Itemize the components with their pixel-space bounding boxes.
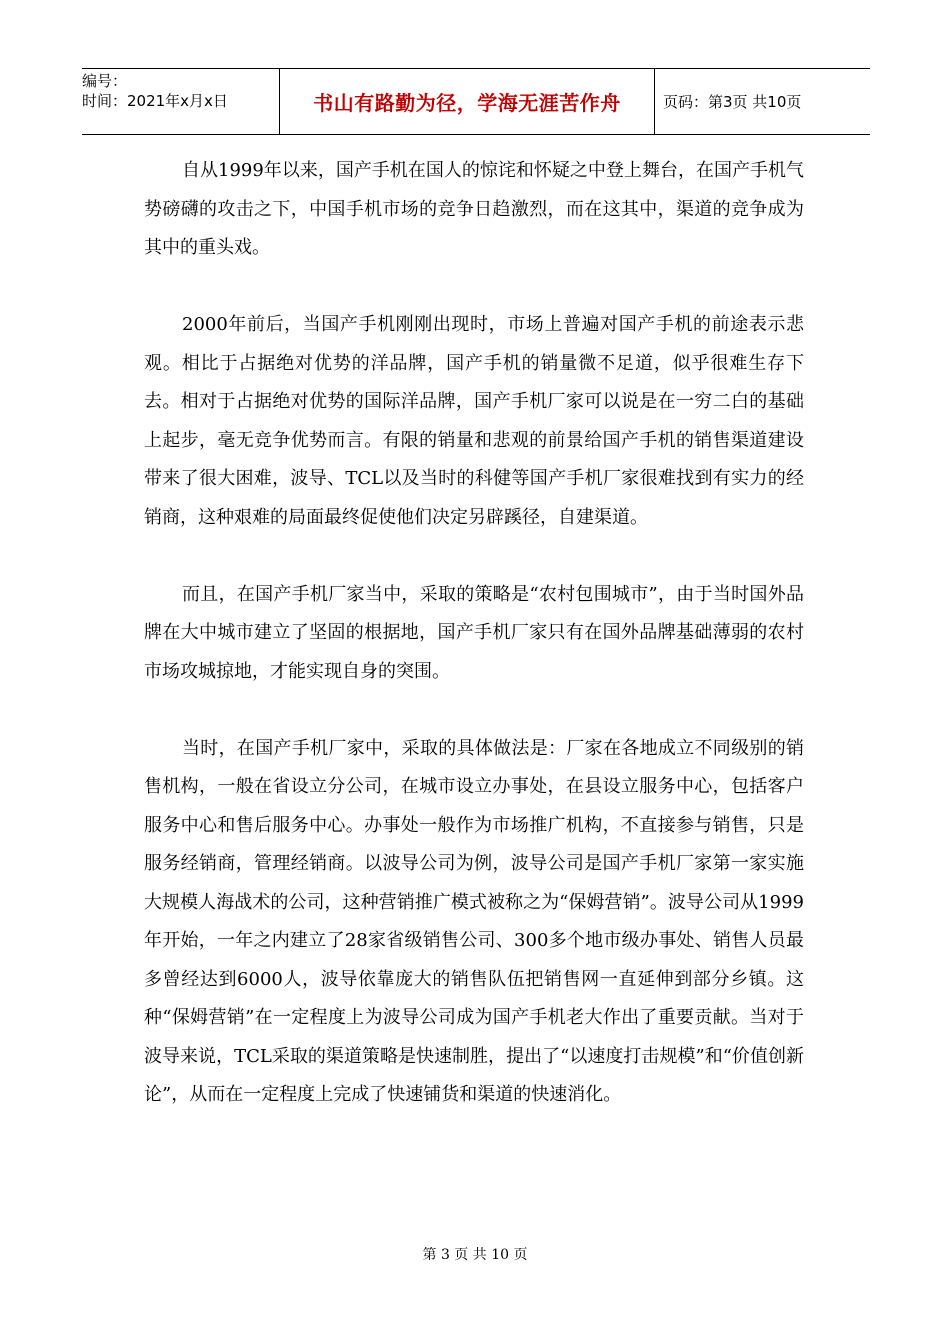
page-footer: 第 3 页 共 10 页 bbox=[422, 1247, 528, 1263]
paragraph: 自从1999年以来，国产手机在国人的惊诧和怀疑之中登上舞台，在国产手机气势磅礴的攻击之下，中国手机市场的竞争日趋激烈，而在这其中，渠道的竞争成为其中的重头戏。 bbox=[144, 160, 804, 258]
paragraph: 而且，在国产手机厂家当中，采取的策略是“农村包围城市”，由于当时国外品牌在大中城市建立了坚固的根据地，国产手机厂家只有在国外品牌基础薄弱的农村市场攻城掠地，才能实现自身的突围。 bbox=[144, 583, 804, 682]
paragraph: 当时，在国产手机厂家中，采取的具体做法是：厂家在各地成立不同级别的销售机构，一般在省设立分公司，在城市设立办事处，在县设立服务中心，包括客户服务中心和售后服务中心。办事处一般作为市场推广机构，不直接参与销售，只是服务经销商，管理经销商。以波导公司为例，波导公司是国产手机厂家第一家实施大规模人海战术的公司，这种营销推广模式被称之为“保姆营销”。波导公司从1999年开始，一年之内建立了28家省级销售公司、300多个地市级办事处、销售人员最多曾经达到6000人，波导依靠庞大的销售队伍把销售网一直延伸到部分乡镇。这种“保姆营销”在一定程度上为波导公司成为国产手机老大作出了重要贡献。当对于波导来说，TCL采取的渠道策略是快速制胜，提出了“以速度打击规模”和“价值创新论”，从而在一定程度上完成了快速铺货和渠道的快速消化。 bbox=[144, 737, 804, 1105]
date-label: 时间：2021年x月x日 bbox=[82, 92, 228, 110]
header-meta bbox=[82, 69, 280, 134]
header-page-info: 页码：第3页 共10页 bbox=[663, 93, 802, 111]
document-body bbox=[144, 152, 804, 1115]
serial-number-label: 编号： bbox=[82, 72, 128, 90]
page-header bbox=[82, 68, 870, 135]
header-motto: 书山有路勤为径，学海无涯苦作舟 bbox=[280, 69, 655, 134]
paragraph: 2000年前后，当国产手机刚刚出现时，市场上普遍对国产手机的前途表示悲观。相比于占据绝对优势的洋品牌，国产手机的销量微不足道，似乎很难生存下去。相对于占据绝对优势的国际洋品牌，国产手机厂家可以说是在一穷二白的基础上起步，毫无竞争优势而言。有限的销量和悲观的前景给国产手机的销售渠道建设带来了很大困难，波导、TCL以及当时的科健等国产手机厂家很难找到有实力的经销商，这种艰难的局面最终促使他们决定另辟蹊径，自建渠道。 bbox=[144, 314, 804, 528]
